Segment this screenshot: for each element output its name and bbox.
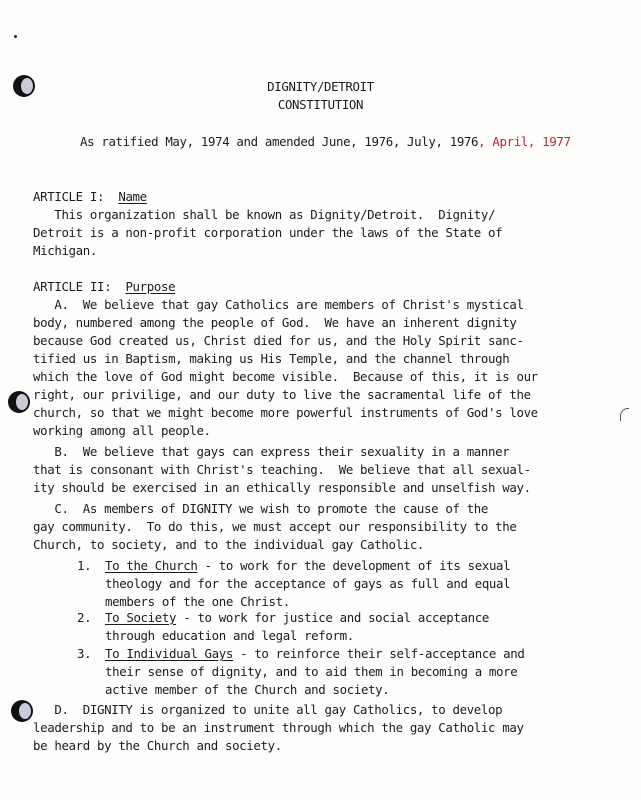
article-2-label: Purpose <box>125 279 176 294</box>
section-a-line: right, our privilige, and our duty to live the sacramental life of the <box>33 387 531 402</box>
article-1-line: Detroit is a non-profit corporation under the laws of the State of <box>33 225 503 240</box>
item-3-first-line <box>105 645 525 663</box>
item-2-number: 2. <box>77 610 92 625</box>
item-3-text: - to reinforce their self-acceptance and <box>232 646 525 661</box>
article-1-prefix: ARTICLE I: <box>33 189 119 204</box>
item-1-label: To the Church <box>105 558 198 573</box>
section-a-line: church, so that we might become more powerful instruments of God's love <box>33 405 538 420</box>
item-2-first-line <box>105 609 489 627</box>
section-d-line: be heard by the Church and society. <box>33 738 282 753</box>
section-a-line: A. We believe that gay Catholics are members of Christ's mystical <box>33 297 524 312</box>
section-b-line: that is consonant with Christ's teaching. We believe that all sexual- <box>33 462 531 477</box>
item-3-label: To Individual Gays <box>105 646 233 661</box>
punch-hole-bottom <box>11 700 33 722</box>
section-a-line: which the love of God might become visible. Because of this, it is our <box>33 369 538 384</box>
section-a-line: because God created us, Christ died for us, and the Holy Spirit sanc- <box>33 333 524 348</box>
section-c-line: gay community. To do this, we must accept our responsibility to the <box>33 519 517 534</box>
ink-speck <box>14 35 17 38</box>
item-1-number: 1. <box>77 558 92 573</box>
section-c-line: Church, to society, and to the individual gay Catholic. <box>33 537 425 552</box>
section-c-line: C. As members of DIGNITY we wish to promote the cause of the <box>33 501 489 516</box>
article-1-heading <box>33 188 147 206</box>
punch-hole-middle <box>8 391 30 413</box>
item-1-text: - to work for the development of its sexual <box>197 558 511 573</box>
section-d-line: leadership and to be an instrument through which the gay Catholic may <box>33 720 524 735</box>
section-a-line: working among all people. <box>33 423 211 438</box>
page-subtitle: CONSTITUTION <box>277 97 364 112</box>
section-b-line: ity should be exercised in an ethically responsible and unselfish way. <box>33 480 531 495</box>
article-1-line: This organization shall be known as Dignity/Detroit. Dignity/ <box>33 207 496 222</box>
ratification-text: As ratified May, 1974 and amended June, 1976, July, 1976 <box>80 134 479 149</box>
item-1-first-line <box>105 557 510 575</box>
page-title: DIGNITY/DETROIT <box>267 79 374 94</box>
article-2-heading <box>33 278 175 296</box>
item-2-line: through education and legal reform. <box>105 628 354 643</box>
section-a-line: tified us in Baptism, making us His Temple, and the channel through <box>33 351 510 366</box>
item-1-line: members of the one Christ. <box>105 594 290 609</box>
margin-mark <box>620 408 629 421</box>
item-3-number: 3. <box>77 646 92 661</box>
article-1-label: Name <box>118 189 147 204</box>
section-a-line: body, numbered among the people of God. We have an inherent dignity <box>33 315 517 330</box>
item-1-line: theology and for the acceptance of gays as full and equal <box>105 576 511 591</box>
section-b-line: B. We believe that gays can express their sexuality in a manner <box>33 444 510 459</box>
item-3-line: active member of the Church and society. <box>105 682 390 697</box>
item-3-line: their sense of dignity, and to aid them in becoming a more <box>105 664 518 679</box>
article-2-prefix: ARTICLE II: <box>33 279 126 294</box>
ratification-line <box>80 133 571 151</box>
article-1-line: Michigan. <box>33 243 97 258</box>
item-2-label: To Society <box>105 610 177 625</box>
amendment-date: , April, 1977 <box>478 134 571 149</box>
section-d-line: D. DIGNITY is organized to unite all gay Catholics, to develop <box>33 702 503 717</box>
item-2-text: - to work for justice and social acceptance <box>176 610 489 625</box>
